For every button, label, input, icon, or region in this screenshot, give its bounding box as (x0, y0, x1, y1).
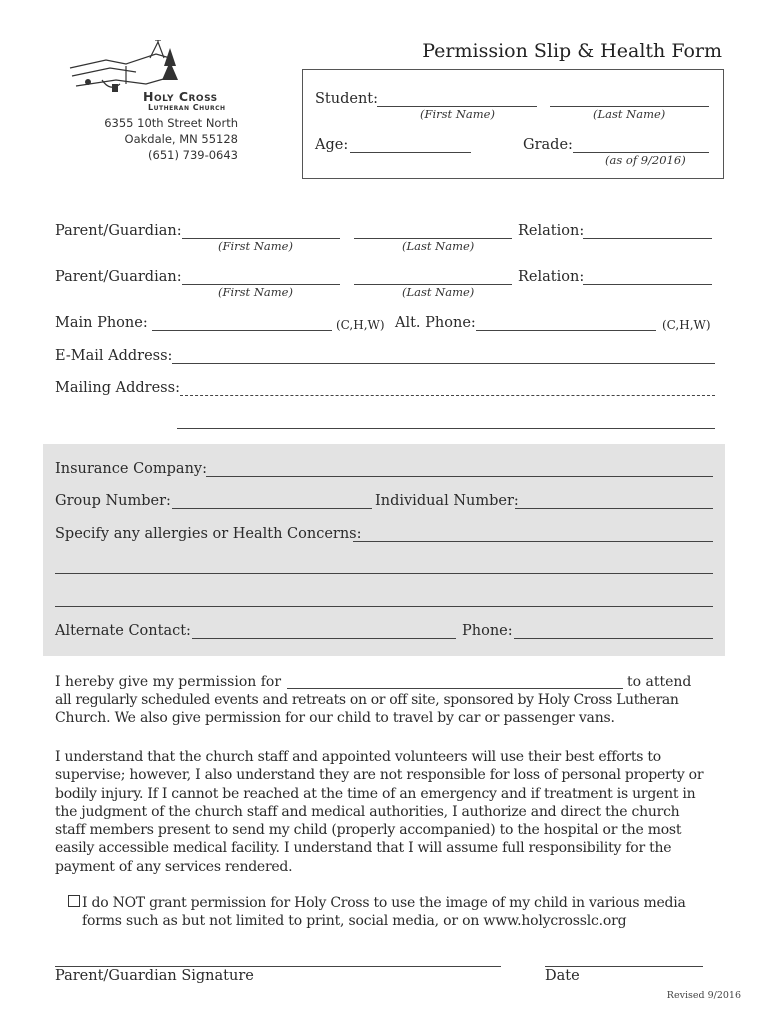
date-label: Date (545, 968, 580, 984)
guardian1-first-name-hint: (First Name) (218, 239, 293, 253)
email-label: E-Mail Address: (55, 348, 173, 364)
individual-number-label: Individual Number: (375, 493, 519, 509)
age-field[interactable] (350, 152, 471, 153)
grade-note: (as of 9/2016) (605, 153, 686, 167)
email-field[interactable] (172, 363, 715, 364)
group-number-label: Group Number: (55, 493, 171, 509)
address-line2: Oakdale, MN 55128 (124, 132, 238, 146)
liability-paragraph: I understand that the church staff and appointed volunteers will use their best efforts to supervise; however, I also understand they are not responsible for loss of personal property or bodily injury. If I cannot be reached at the time of an emergency and if treatment is urgent in the judgment of the church staff and medical authorities, I authorize and direct the church staff members present to send my child (properly accompanied) to the hospital or the most easily accessible medical facility. I understand that I will assume full responsibility for the payment of any services rendered. (55, 749, 704, 875)
guardian2-last-name-hint: (Last Name) (402, 285, 475, 299)
alt-phone-field[interactable] (476, 330, 656, 331)
mailing-address-label: Mailing Address: (55, 380, 180, 396)
guardian1-label: Parent/Guardian: (55, 223, 182, 239)
date-field[interactable] (545, 966, 703, 967)
group-number-field[interactable] (172, 508, 372, 509)
individual-number-field[interactable] (515, 508, 713, 509)
alternate-phone-field[interactable] (514, 638, 713, 639)
guardian2-first-name-hint: (First Name) (218, 285, 293, 299)
student-first-name-hint: (First Name) (420, 107, 495, 121)
main-phone-label: Main Phone: (55, 315, 148, 331)
church-phone: (651) 739-0643 (148, 148, 238, 162)
church-address (60, 115, 238, 163)
alt-phone-type: (C,H,W) (662, 318, 711, 332)
alternate-contact-field[interactable] (192, 638, 456, 639)
guardian1-last-name-hint: (Last Name) (402, 239, 475, 253)
signature-label: Parent/Guardian Signature (55, 968, 254, 984)
relation1-field[interactable] (583, 238, 712, 239)
allergies-field-line3[interactable] (55, 606, 713, 607)
mailing-address-field-line2[interactable] (177, 428, 715, 429)
insurance-company-field[interactable] (206, 476, 713, 477)
permission-intro-end: to attend (627, 674, 692, 690)
insurance-company-label: Insurance Company: (55, 461, 207, 477)
signature-field[interactable] (55, 966, 501, 967)
permission-line2: all regularly scheduled events and retreats on or off site, sponsored by Holy Cross Lutheran (55, 692, 679, 708)
church-name: Holy Cross (143, 89, 218, 104)
relation1-label: Relation: (518, 223, 585, 239)
permission-intro-start: I hereby give my permission for (55, 674, 282, 690)
image-optout-checkbox[interactable] (68, 895, 80, 907)
alternate-phone-label: Phone: (462, 623, 513, 639)
main-phone-type: (C,H,W) (336, 318, 385, 332)
allergies-label: Specify any allergies or Health Concerns: (55, 526, 362, 542)
allergies-field-line2[interactable] (55, 573, 713, 574)
allergies-field[interactable] (353, 541, 713, 542)
page-title: Permission Slip & Health Form (422, 40, 722, 62)
age-label: Age: (315, 137, 349, 153)
address-line1: 6355 10th Street North (104, 116, 238, 130)
relation2-label: Relation: (518, 269, 585, 285)
relation2-field[interactable] (583, 284, 712, 285)
alt-phone-label: Alt. Phone: (395, 315, 476, 331)
mailing-address-field[interactable] (180, 395, 715, 396)
grade-label: Grade: (523, 137, 573, 153)
church-subname: Lutheran Church (148, 103, 226, 112)
image-optout-line2: forms such as but not limited to print, social media, or on www.holycrosslc.org (82, 913, 627, 929)
revision-note: Revised 9/2016 (666, 990, 741, 1001)
permission-line3: Church. We also give permission for our child to travel by car or passenger vans. (55, 710, 615, 726)
alternate-contact-label: Alternate Contact: (55, 623, 191, 639)
child-name-field[interactable] (287, 688, 623, 689)
student-label: Student: (315, 91, 379, 107)
main-phone-field[interactable] (152, 330, 332, 331)
guardian2-label: Parent/Guardian: (55, 269, 182, 285)
image-optout-line1: I do NOT grant permission for Holy Cross to use the image of my child in various media (82, 895, 686, 911)
student-last-name-hint: (Last Name) (593, 107, 666, 121)
